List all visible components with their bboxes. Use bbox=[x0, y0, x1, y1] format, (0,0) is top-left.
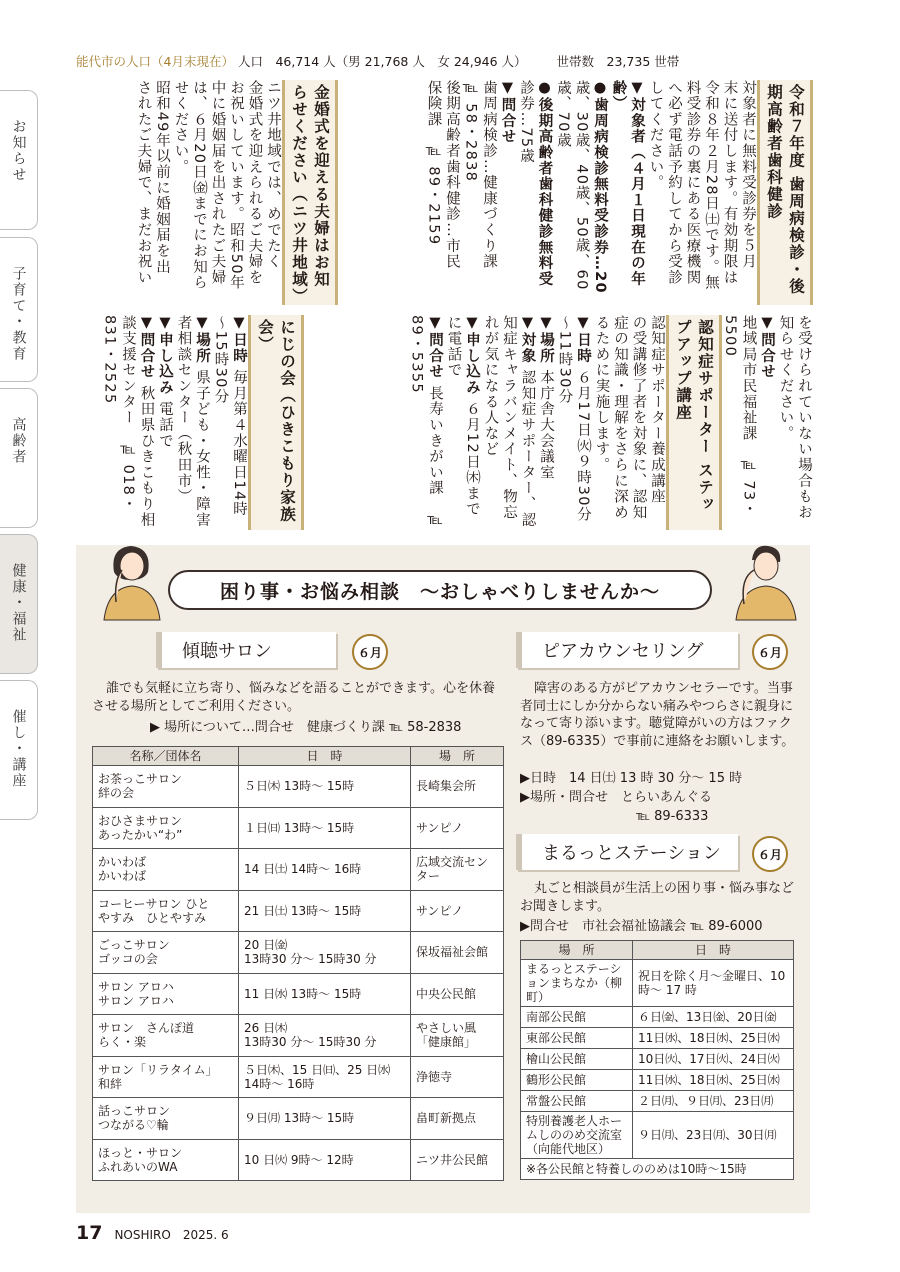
maruto-cell: ６日㈮、13日㈮、20日㈮ bbox=[633, 1007, 794, 1028]
maruto-row bbox=[521, 1028, 794, 1049]
salon-month-badge: ６月 bbox=[352, 634, 388, 670]
maruto-cell: ２日㈪、９日㈪、23日㈪ bbox=[633, 1091, 794, 1112]
salon-row bbox=[93, 1098, 504, 1140]
salon-cell: かいわば かいわば bbox=[93, 849, 239, 891]
maruto-description: 丸ごと相談員が生活上の困り事・悩み事などお聞きします。 bbox=[520, 881, 795, 914]
salon-cell: 保坂福祉会館 bbox=[411, 932, 504, 974]
maruto-cell: 南部公民館 bbox=[521, 1007, 633, 1028]
peer-description: 障害のある方がピアカウンセラーです。当事者同士にしか分からない痛みやつらさに親身になって寄り添います。聴覚障がいの方はファクス（89-6335）で事前に連絡をお願いします。 bbox=[520, 681, 795, 749]
golden-wedding-heading: 金婚式を迎える夫婦はお知らせください（ニツ井地域） bbox=[282, 80, 338, 305]
salon-cell: 広域交流センター bbox=[411, 849, 504, 891]
maruto-table: 場 所 日 時 まるっとステーションまちなか（柳町） 祝日を除く月～金曜日、10 時～ 17 時 南部公民館 ６日㈮、13日㈮、20日㈮ 東部公民館 11日㈬、18日㈬、25日㈬ 檜山公民館 10日㈫、17日㈫、24日㈫ 鶴形公民館 11日㈬、18日㈬、25日㈬ 常盤公民館 ２日㈪、９日㈪、23日㈪ 特別養護老人ホームしののめ交流室（向能代地区） ９日㈪、23日㈪、30日㈪ ※各公民館と特養しののめは10時～15時 bbox=[520, 940, 794, 1180]
hikikomori-family-article: にじの会（ひきこもり家族会） ▼日時 毎月第４水曜日14時～15時30分 ▼場所 県子ども・女性・障害者相談センター（秋田市） ▼申し込み 電話で ▼問合せ 秋田県ひきこもり相談支援センター ℡ 018・831・2525 bbox=[76, 315, 304, 530]
salon-cell: お茶っこサロン 絆の会 bbox=[93, 766, 239, 808]
tab-health-welfare[interactable]: 健康・福祉 bbox=[0, 534, 38, 674]
maruto-row bbox=[521, 1007, 794, 1028]
peer-month-badge: ６月 bbox=[752, 634, 788, 670]
dementia-course-heading: 認知症サポーター ステップアップ講座 bbox=[666, 315, 722, 530]
peer-date: ▶日時 14 日㈯ 13 時 30 分～ 15 時 bbox=[520, 771, 743, 786]
salon-row bbox=[93, 932, 504, 974]
salon-row bbox=[93, 1139, 504, 1181]
tab-events[interactable]: 催し・講座 bbox=[0, 680, 38, 820]
maruto-note: ※各公民館と特養しののめは10時～15時 bbox=[521, 1159, 794, 1180]
hikikomori-heading: にじの会（ひきこもり家族会） bbox=[248, 315, 304, 530]
maruto-cell: 特別養護老人ホームしののめ交流室（向能代地区） bbox=[521, 1112, 633, 1159]
maruto-cell: 10日㈫、17日㈫、24日㈫ bbox=[633, 1049, 794, 1070]
salon-cell: 11 日㈬ 13時～ 15時 bbox=[239, 973, 411, 1015]
maruto-cell: 11日㈬、18日㈬、25日㈬ bbox=[633, 1028, 794, 1049]
salon-cell: サロン アロハ サロン アロハ bbox=[93, 973, 239, 1015]
population-line: 能代市の人口（4月末現在） 人口 46,714 人（男 21,768 人 女 24,946 人） 世帯数 23,735 世帯 bbox=[76, 54, 680, 69]
maruto-cell: まるっとステーションまちなか（柳町） bbox=[521, 960, 633, 1007]
man-illustration-icon bbox=[730, 540, 800, 620]
maruto-cell: 祝日を除く月～金曜日、10 時～ 17 時 bbox=[633, 960, 794, 1007]
peer-place: ▶場所・問合せ とらいあんぐる bbox=[520, 790, 712, 805]
salon-cell: 長崎集会所 bbox=[411, 766, 504, 808]
maruto-cell: 檜山公民館 bbox=[521, 1049, 633, 1070]
salon-cell: サンピノ bbox=[411, 807, 504, 849]
salon-contact: ▶ 場所について…問合せ 健康づくり課 ℡ 58-2838 bbox=[150, 720, 462, 735]
salon-cell: 14 日㈯ 14時～ 16時 bbox=[239, 849, 411, 891]
salon-cell: コーヒーサロン ひと やすみ ひとやすみ bbox=[93, 890, 239, 932]
salon-row bbox=[93, 973, 504, 1015]
salon-row bbox=[93, 890, 504, 932]
salon-cell: 20 日㈮ 13時30 分～ 15時30 分 bbox=[239, 932, 411, 974]
salon-cell: サンピノ bbox=[411, 890, 504, 932]
salon-cell: ごっこサロン ゴッコの会 bbox=[93, 932, 239, 974]
salon-row bbox=[93, 1056, 504, 1098]
peer-tel: ℡ 89-6333 bbox=[636, 809, 709, 824]
salon-cell: 21 日㈯ 13時～ 15時 bbox=[239, 890, 411, 932]
salon-row bbox=[93, 807, 504, 849]
maruto-row bbox=[521, 1049, 794, 1070]
salon-cell: 浄徳寺 bbox=[411, 1056, 504, 1098]
salon-cell: 10 日㈫ 9時～ 12時 bbox=[239, 1139, 411, 1181]
maruto-cell: ９日㈪、23日㈪、30日㈪ bbox=[633, 1112, 794, 1159]
tab-elderly[interactable]: 高齢者 bbox=[0, 388, 38, 528]
tab-notice[interactable]: お知らせ bbox=[0, 90, 38, 230]
salon-row bbox=[93, 1015, 504, 1057]
maruto-cell: 常盤公民館 bbox=[521, 1091, 633, 1112]
golden-wedding-article: 金婚式を迎える夫婦はお知らせください（ニツ井地域） ニツ井地域では、めでたく 金婚式を迎えられるご夫婦を お祝いしています。昭和50年 中に婚姻届を出されたご夫婦 は、６月20日㈮までにお知ら せください。 昭和49年以前に婚姻届を出 されたご夫婦で、まだお祝い bbox=[76, 80, 338, 305]
salon-cell: ニツ井公民館 bbox=[411, 1139, 504, 1181]
magazine-name: NOSHIRO 2025. 6 bbox=[114, 1228, 229, 1242]
salon-cell: １日㈰ 13時～ 15時 bbox=[239, 807, 411, 849]
maruto-header: まるっとステーション bbox=[516, 834, 738, 870]
salon-cell: 26 日㈭ 13時30 分～ 15時30 分 bbox=[239, 1015, 411, 1057]
maruto-contact: ▶問合せ 市社会福祉協議会 ℡ 89-6000 bbox=[520, 919, 763, 934]
maruto-row bbox=[521, 1091, 794, 1112]
maruto-cell: 11日㈬、18日㈬、25日㈬ bbox=[633, 1070, 794, 1091]
page-footer bbox=[76, 1222, 229, 1244]
maruto-row bbox=[521, 1070, 794, 1091]
salon-row bbox=[93, 849, 504, 891]
salon-cell: 話っこサロン つながる♡輪 bbox=[93, 1098, 239, 1140]
salon-cell: 中央公民館 bbox=[411, 973, 504, 1015]
salon-cell: 畠町新拠点 bbox=[411, 1098, 504, 1140]
maruto-cell: 東部公民館 bbox=[521, 1028, 633, 1049]
salon-cell: サロン さんぽ道 らく・楽 bbox=[93, 1015, 239, 1057]
maruto-row bbox=[521, 960, 794, 1007]
salon-cell: ５日㈭、15 日㈰、25 日㈬ 14時～ 16時 bbox=[239, 1056, 411, 1098]
peer-header: ピアカウンセリング bbox=[516, 632, 738, 668]
dental-exam-heading: 令和７年度 歯周病検診・後期高齢者歯科健診 bbox=[757, 80, 813, 305]
consult-title: 困り事・お悩み相談 ～おしゃべりしませんか～ bbox=[168, 570, 712, 610]
salon-cell: ９日㈪ 13時～ 15時 bbox=[239, 1098, 411, 1140]
page-number: 17 bbox=[76, 1222, 103, 1244]
salon-cell: やさしい風「健康館」 bbox=[411, 1015, 504, 1057]
woman-illustration-icon bbox=[96, 540, 166, 620]
dementia-course-article: 認知症サポーター ステップアップ講座 認知症サポーター養成講座 の受講修了者を対象に、認知 症の知識・理解をさらに深め るために実施します。 ▼日時 ６月17日㈫９時30分～11時30分 ▼場所 本庁舎大会議室 ▼対象 認知症サポーター、認知症キャラバンメイト、物忘れが気になる人など ▼申し込み ６月12日㈭までに電話で ▼問合せ 長寿いきがい課 ℡ 89・5355 bbox=[310, 315, 722, 530]
salon-cell: ほっと・サロン ふれあいのWA bbox=[93, 1139, 239, 1181]
salon-cell: サロン「リラタイム」 和絆 bbox=[93, 1056, 239, 1098]
golden-wedding-continued: を受けられていない場合もお 知らせください。 ▼問合せ 地域局市民福祉課 ℡ 73・5500 bbox=[722, 315, 812, 521]
salon-table: 名称／団体名 日 時 場 所 お茶っこサロン 絆の会 ５日㈭ 13時～ 15時 長崎集会所 おひさまサロン あったかい“わ” １日㈰ 13時～ 15時 サンピノ かいわば かいわば 14 日㈯ 14時～ 16時 広域交流センター コーヒーサロン ひと やすみ ひとやすみ 21 日㈯ 13時～ 15時 サンピノ ごっこサロン ゴッコの会 20 日㈮ 13時30 分～ 15時30 分 保坂福祉会館 サロン アロハ サロン アロハ 11 日㈬ 13時～ 15時 中央公民館 サロン さんぽ道 らく・楽 26 日㈭ 13時30 分～ 15時30 分 やさしい風「健康館」 サロン「リラタイム」 和絆 ５日㈭、15 日㈰、25 日㈬ 14時～ 16時 浄徳寺 話っこサロン つながる♡輪 ９日㈪ 13時～ 15時 畠町新拠点 ほっと・サロン ふれあいのWA 10 日㈫ 9時～ 12時 ニツ井公民館 bbox=[92, 746, 504, 1181]
salon-description: 誰でも気軽に立ち寄り、悩みなどを語ることができます。心を休養させる場所としてご利用ください。 bbox=[92, 681, 495, 714]
dental-exam-article: 令和７年度 歯周病検診・後期高齢者歯科健診 対象者に無料受診券を５月 末に送付します。有効期限は 令和８年２月28日㈯です。無 料受診券の裏にある医療機関 へ必ず電話予約してから受診 してください。 ▼対象者（４月１日現在の年齢） ●歯周病検診無料受診券…20 歳、30歳、40歳、50歳、60 歳、70歳 ●後期高齢者歯科健診無料受 診券…75歳 ▼問合せ 歯周病検診…健康づくり課 ℡ 58・2838 後期高齢者歯科健診…市民 保険課 ℡ 89・2159 bbox=[345, 80, 813, 305]
salon-header: 傾聴サロン bbox=[156, 632, 336, 668]
tab-childcare[interactable]: 子育て・教育 bbox=[0, 237, 38, 382]
maruto-month-badge: ６月 bbox=[752, 836, 788, 872]
maruto-row bbox=[521, 1112, 794, 1159]
salon-row bbox=[93, 766, 504, 808]
maruto-cell: 鶴形公民館 bbox=[521, 1070, 633, 1091]
salon-cell: ５日㈭ 13時～ 15時 bbox=[239, 766, 411, 808]
salon-cell: おひさまサロン あったかい“わ” bbox=[93, 807, 239, 849]
